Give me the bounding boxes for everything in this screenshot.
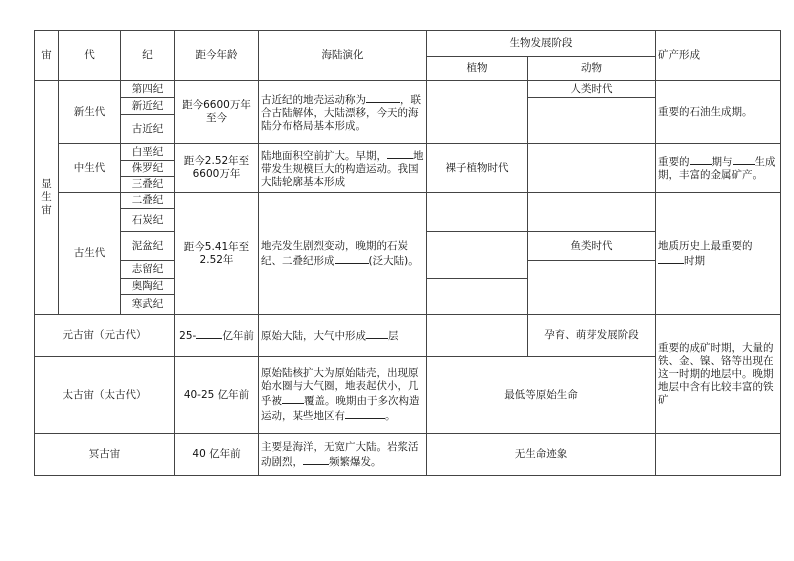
header-plant: 植物 bbox=[427, 57, 528, 81]
animal-cenozoic: 人类时代 bbox=[528, 81, 656, 98]
age-archean: 40-25 亿年前 bbox=[175, 357, 259, 434]
bio-hadean: 无生命迹象 bbox=[427, 434, 656, 476]
period-cambrian: 寒武纪 bbox=[121, 295, 175, 315]
period-devonian: 泥盆纪 bbox=[121, 232, 175, 261]
eon-archean: 太古宙（太古代） bbox=[35, 357, 175, 434]
period-triassic: 三叠纪 bbox=[121, 177, 175, 193]
period-cretaceous: 白垩纪 bbox=[121, 144, 175, 161]
header-era: 代 bbox=[59, 31, 121, 81]
period-neogene: 新近纪 bbox=[121, 98, 175, 115]
mineral-hadean bbox=[656, 434, 781, 476]
header-age: 距今年龄 bbox=[175, 31, 259, 81]
fill-blank bbox=[733, 154, 755, 165]
fill-blank bbox=[335, 253, 369, 264]
fill-blank bbox=[366, 328, 388, 339]
animal-cenozoic-empty bbox=[528, 98, 656, 144]
era-paleozoic: 古生代 bbox=[59, 193, 121, 315]
plant-proterozoic bbox=[427, 315, 528, 357]
sea-land-mesozoic: 陆地面积空前扩大。早期， 地带发生规模巨大的构造运动。我国大陆轮廓基本形成 bbox=[259, 144, 427, 193]
period-permian: 二叠纪 bbox=[121, 193, 175, 209]
plant-paleozoic-upper bbox=[427, 193, 528, 232]
fill-blank bbox=[282, 393, 304, 404]
plant-mesozoic: 裸子植物时代 bbox=[427, 144, 528, 193]
period-silurian: 志留纪 bbox=[121, 261, 175, 279]
plant-paleozoic-middle bbox=[427, 232, 528, 279]
fill-blank bbox=[196, 328, 222, 339]
eon-proterozoic: 元古宙（元古代） bbox=[35, 315, 175, 357]
fill-blank bbox=[690, 154, 712, 165]
period-quaternary: 第四纪 bbox=[121, 81, 175, 98]
fill-blank bbox=[387, 148, 413, 159]
sea-land-cenozoic: 古近纪的地壳运动称为 ，联合古陆解体，大陆漂移，今天的海陆分布格局基本形成。 bbox=[259, 81, 427, 144]
geologic-timeline-table bbox=[34, 30, 781, 476]
mineral-cenozoic: 重要的石油生成期。 bbox=[656, 81, 781, 144]
fill-blank bbox=[345, 408, 385, 419]
era-cenozoic: 新生代 bbox=[59, 81, 121, 144]
eon-hadean: 冥古宙 bbox=[35, 434, 175, 476]
header-bio: 生物发展阶段 bbox=[427, 31, 656, 57]
header-animal: 动物 bbox=[528, 57, 656, 81]
bio-archean: 最低等原始生命 bbox=[427, 357, 656, 434]
mineral-mesozoic: 重要的 期与 生成期，丰富的金属矿产。 bbox=[656, 144, 781, 193]
fill-blank bbox=[303, 454, 329, 465]
plant-paleozoic-lower bbox=[427, 279, 528, 315]
header-mineral: 矿产形成 bbox=[656, 31, 781, 81]
age-paleozoic: 距今5.41年至2.52年 bbox=[175, 193, 259, 315]
sea-land-archean: 原始陆核扩大为原始陆壳，出现原始水圈与大气圈，地表起伏小，几乎被 覆盖。晚期由于多次构造运动，某些地区有 。 bbox=[259, 357, 427, 434]
sea-land-proterozoic: 原始大陆，大气中形成 层 bbox=[259, 315, 427, 357]
age-hadean: 40 亿年前 bbox=[175, 434, 259, 476]
eon-phanerozoic: 显生宙 bbox=[35, 81, 59, 315]
period-jurassic: 侏罗纪 bbox=[121, 161, 175, 177]
fill-blank bbox=[658, 253, 684, 264]
age-mesozoic: 距今2.52年至6600万年 bbox=[175, 144, 259, 193]
animal-paleozoic-lower bbox=[528, 261, 656, 315]
period-paleogene: 古近纪 bbox=[121, 115, 175, 144]
animal-proterozoic: 孕育、萌芽发展阶段 bbox=[528, 315, 656, 357]
period-carboniferous: 石炭纪 bbox=[121, 209, 175, 232]
period-ordovician: 奥陶纪 bbox=[121, 279, 175, 295]
animal-mesozoic bbox=[528, 144, 656, 193]
mineral-precambrian: 重要的成矿时期，大量的铁、金、镍、铬等出现在这一时期的地层中。晚期地层中含有比较丰富的铁矿 bbox=[656, 315, 781, 434]
age-cenozoic: 距今6600万年至今 bbox=[175, 81, 259, 144]
animal-paleozoic-upper bbox=[528, 193, 656, 232]
age-proterozoic: 25- 亿年前 bbox=[175, 315, 259, 357]
header-period: 纪 bbox=[121, 31, 175, 81]
era-mesozoic: 中生代 bbox=[59, 144, 121, 193]
animal-paleozoic-fish: 鱼类时代 bbox=[528, 232, 656, 261]
mineral-paleozoic: 地质历史上最重要的 时期 bbox=[656, 193, 781, 315]
sea-land-hadean: 主要是海洋，无宽广大陆。岩浆活动剧烈， 频繁爆发。 bbox=[259, 434, 427, 476]
fill-blank bbox=[366, 92, 400, 103]
plant-cenozoic bbox=[427, 81, 528, 144]
header-sea-land: 海陆演化 bbox=[259, 31, 427, 81]
sea-land-paleozoic: 地壳发生剧烈变动，晚期的石炭纪、二叠纪形成 (泛大陆)。 bbox=[259, 193, 427, 315]
header-eon: 宙 bbox=[35, 31, 59, 81]
